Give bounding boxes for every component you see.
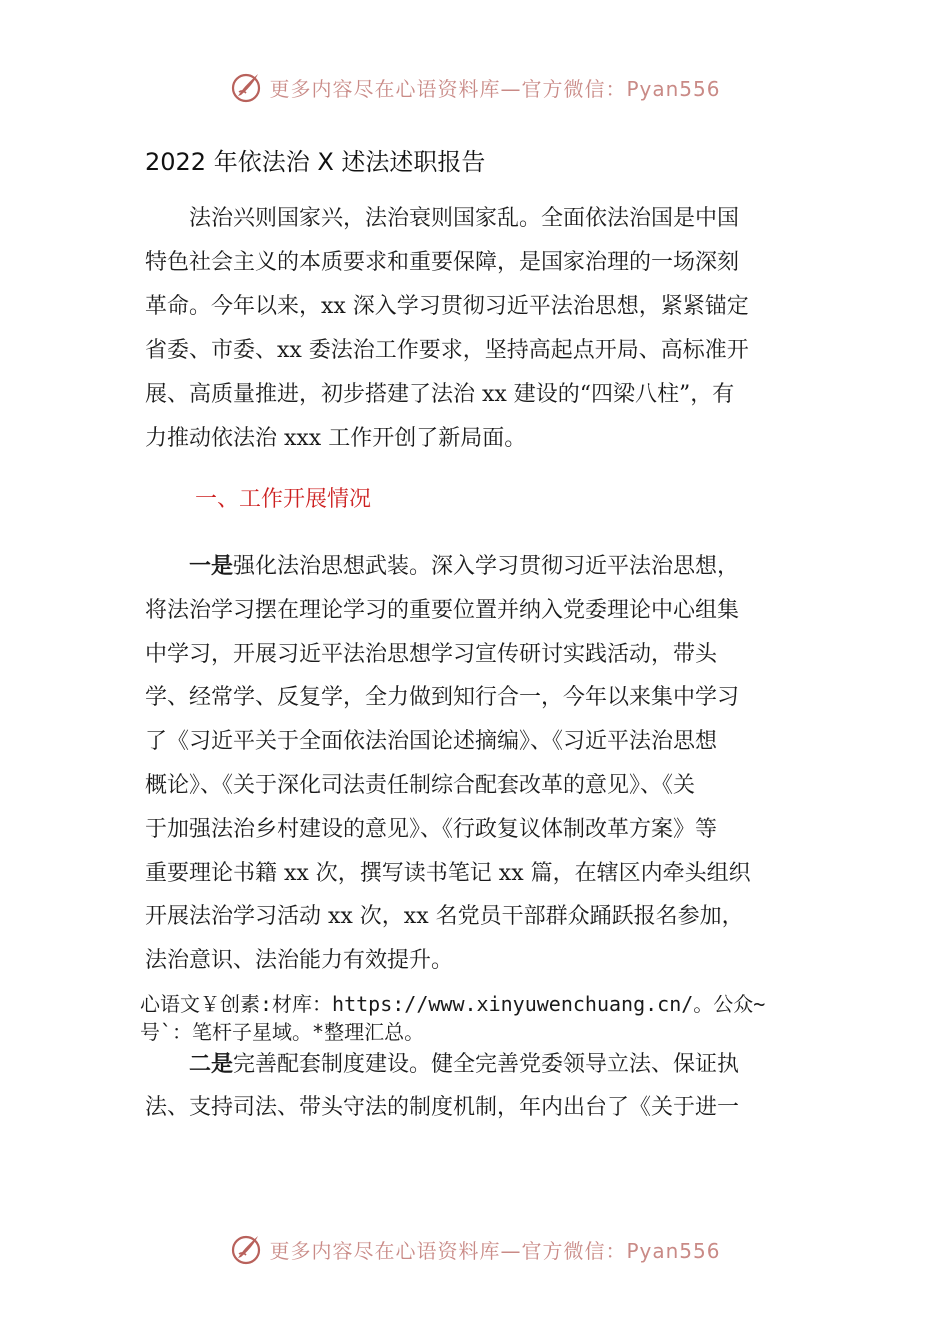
- intro-line: 展、高质量推进，初步搭建了法治 xx 建设的“四梁八柱”，有: [145, 382, 735, 407]
- paragraph-line: 将法治学习摆在理论学习的重要位置并纳入党委理论中心组集: [145, 597, 740, 623]
- document-title: 2022 年依法治 X 述法述职报告: [145, 148, 486, 176]
- intro-paragraph: [145, 197, 805, 461]
- paragraph-line: 重要理论书籍 xx 次，撰写读书笔记 xx 篇，在辖区内牵头组织: [145, 860, 751, 886]
- section-heading: 一、工作开展情况: [195, 487, 372, 512]
- paragraph-text: 强化法治思想武装。深入学习贯彻习近平法治思想，: [233, 554, 740, 579]
- paragraph-line: 学、经常学、反复学，全力做到知行合一，今年以来集中学习: [145, 685, 740, 711]
- paragraph-text: 完善配套制度建设。健全完善党委领导立法、保证执: [233, 1052, 740, 1077]
- paragraph-line: 于加强法治乡村建设的意见》、《行政复议体制改革方案》等: [145, 816, 718, 842]
- paragraph-line: 法、支持司法、带头守法的制度机制，年内出台了《关于进一: [145, 1095, 740, 1120]
- inline-ad-text: [140, 990, 765, 1046]
- intro-line: 省委、市委、xx 委法治工作要求，坚持高起点开局、高标准开: [145, 338, 749, 363]
- quill-seal-icon: [229, 70, 263, 104]
- quill-seal-icon: [229, 1232, 263, 1266]
- watermark-text: 更多内容尽在心语资料库—官方微信：Pyan556: [269, 76, 721, 101]
- header-watermark: [0, 70, 950, 104]
- paragraph-line: [145, 1042, 805, 1086]
- paragraph-line: 中学习，开展习近平法治思想学习宣传研讨实践活动，带头: [145, 641, 718, 667]
- intro-line: 革命。今年以来，xx 深入学习贯彻习近平法治思想，紧紧锚定: [145, 294, 749, 319]
- ad-line: 号`：笔杆子星域。*整理汇总。: [140, 1020, 425, 1044]
- paragraph-line: 法治意识、法治能力有效提升。: [145, 948, 454, 974]
- intro-line: 法治兴则国家兴，法治衰则国家乱。全面依法治国是中国: [189, 206, 740, 231]
- watermark-text: 更多内容尽在心语资料库—官方微信：Pyan556: [269, 1238, 721, 1263]
- paragraph-line: [145, 545, 805, 589]
- paragraph-two: [145, 1042, 805, 1130]
- paragraph-one: [145, 545, 805, 983]
- footer-watermark: [0, 1232, 950, 1266]
- paragraph-line: 概论》、《关于深化司法责任制综合配套改革的意见》、《关: [145, 772, 696, 798]
- paragraph-lead: 一是: [189, 553, 234, 579]
- intro-line: 特色社会主义的本质要求和重要保障，是国家治理的一场深刻: [145, 250, 740, 275]
- paragraph-line: 开展法治学习活动 xx 次，xx 名党员干部群众踊跃报名参加，: [145, 904, 744, 930]
- paragraph-lead: 二是: [189, 1051, 234, 1077]
- intro-line: 力推动依法治 xxx 工作开创了新局面。: [145, 426, 527, 451]
- paragraph-line: 了《习近平关于全面依法治国论述摘编》、《习近平法治思想: [145, 729, 718, 755]
- ad-line: 心语文￥创素:材库：https://www.xinyuwenchuang.cn/。公众~: [140, 992, 766, 1016]
